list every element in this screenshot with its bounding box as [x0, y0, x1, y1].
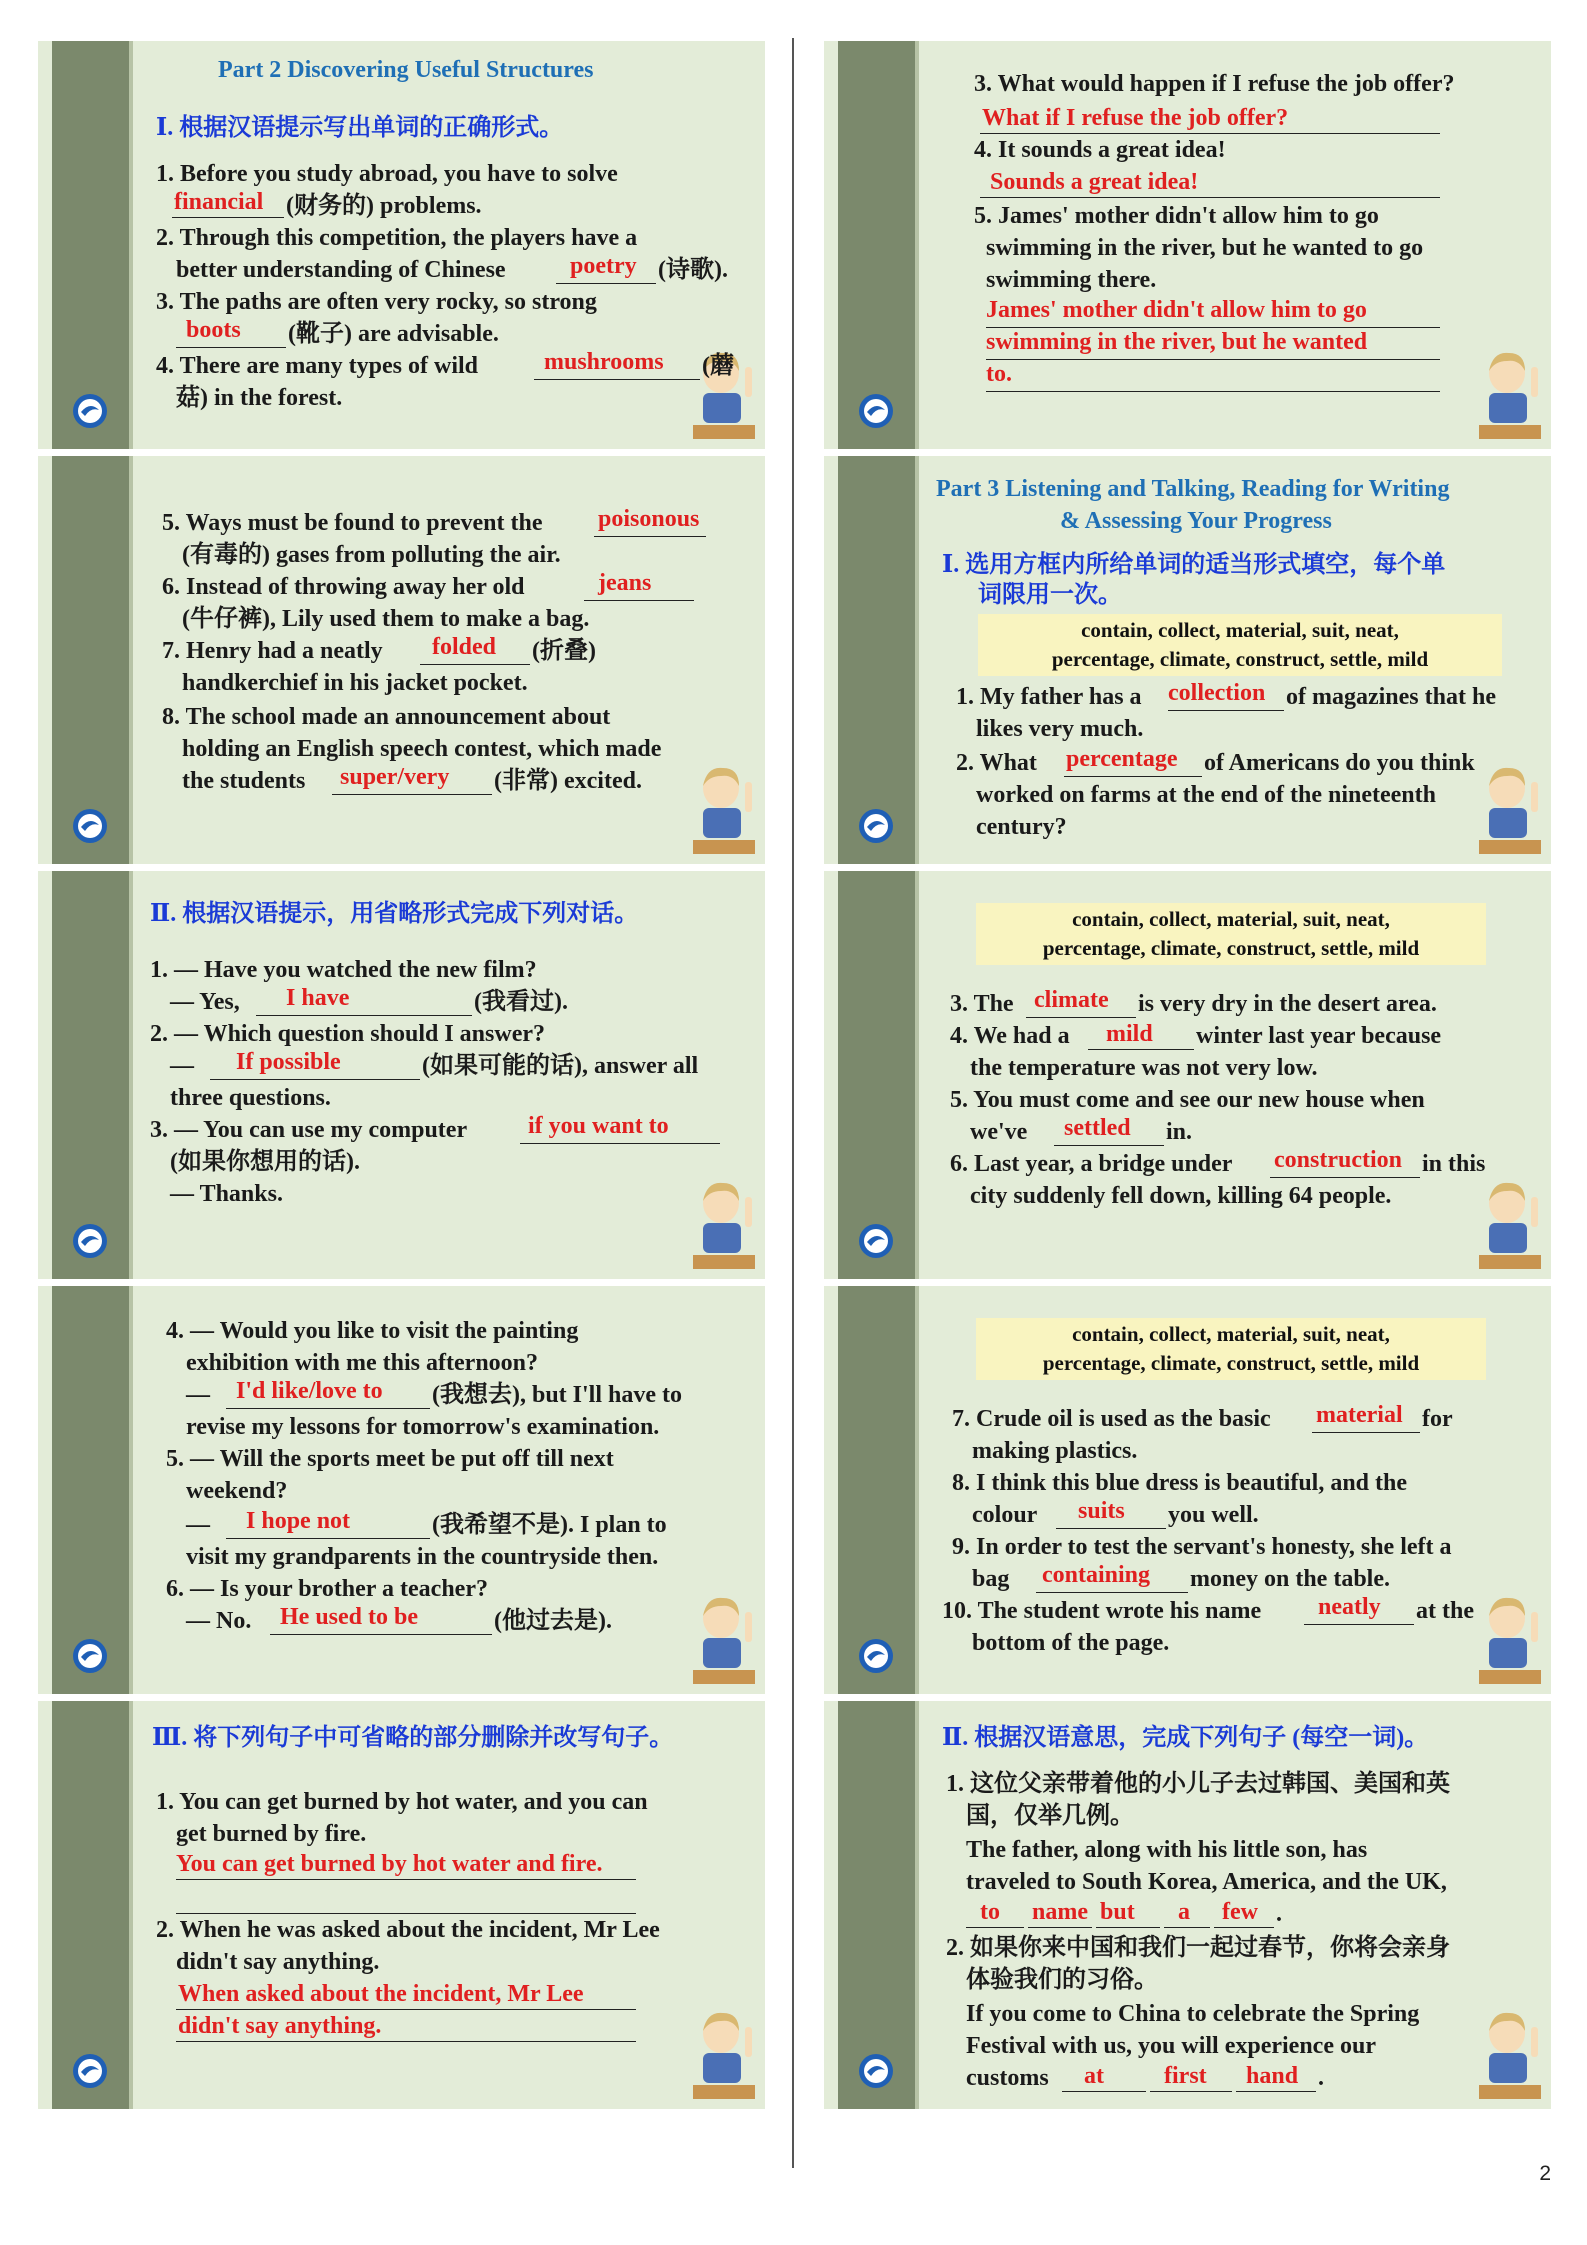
question-5-line-2: we've	[970, 1119, 1028, 1145]
word-bank-line-2: percentage, climate, construct, settle, mild	[1042, 936, 1420, 960]
answer-1: You can get burned by hot water and fire.	[176, 1851, 603, 1877]
answer-1-word-1: to	[980, 1899, 1000, 1925]
question-7-line-2: for	[1422, 1406, 1453, 1432]
question-7-line-3: handkerchief in his jacket pocket.	[182, 670, 528, 696]
answer-2-line-2: didn't say anything.	[178, 2013, 382, 2039]
slide-part3-vocab-1	[824, 456, 1551, 864]
question-8-line-2: colour	[972, 1502, 1038, 1528]
question-2-line-2: didn't say anything.	[176, 1949, 380, 1975]
question-1-line-3: likes very much.	[976, 716, 1144, 742]
section-heading: Ⅰ. 根据汉语提示写出单词的正确形式。	[156, 115, 564, 141]
question-6-line-2: — No.	[186, 1608, 252, 1634]
answer-1-word-3: but	[1100, 1899, 1135, 1925]
question-6-line-1: 6. Instead of throwing away her old	[162, 574, 525, 600]
question-3-line-1: 3. — You can use my computer	[150, 1117, 468, 1143]
answer-6: construction	[1274, 1147, 1402, 1173]
answer-7: folded	[432, 634, 497, 660]
question-7-line-3: making plastics.	[972, 1438, 1138, 1464]
question-7-line-2: (折叠)	[532, 638, 596, 664]
question-8-line-3: you well.	[1168, 1502, 1259, 1528]
question-2-line-1: 2. What	[956, 750, 1037, 776]
question-5-line-1: 5. You must come and see our new house when	[950, 1087, 1425, 1113]
question-1-line-1: 1. Before you study abroad, you have to solve	[156, 161, 618, 187]
answer-2-word-3: hand	[1246, 2063, 1299, 2089]
part-title: Part 2 Discovering Useful Structures	[218, 57, 594, 83]
question-1-chinese-line-2: 国，仅举几例。	[966, 1803, 1134, 1829]
slide-part2-dialogue-1	[38, 871, 765, 1279]
question-5-line-1: 5. James' mother didn't allow him to go	[974, 203, 1379, 229]
question-10-line-1: 10. The student wrote his name	[942, 1598, 1262, 1624]
answer-6: jeans	[598, 570, 652, 596]
school-logo-icon	[72, 808, 108, 844]
word-bank-line-1: contain, collect, material, suit, neat,	[1081, 618, 1399, 642]
section-heading: Ⅱ. 根据汉语提示，用省略形式完成下列对话。	[150, 901, 639, 927]
question-1-line-2: get burned by fire.	[176, 1821, 367, 1847]
word-bank-box	[976, 1318, 1486, 1380]
question-2-line-3: (如果可能的话), answer all	[422, 1053, 699, 1079]
answer-10: neatly	[1318, 1594, 1381, 1620]
question-8-line-3: the students	[182, 768, 306, 794]
question-2-line-4: three questions.	[170, 1085, 331, 1111]
question-2-line-4: century?	[976, 814, 1067, 840]
question-7-line-1: 7. Crude oil is used as the basic	[952, 1406, 1271, 1432]
section-heading: Ⅱ. 根据汉语意思，完成下列句子 (每空一词)。	[942, 1725, 1429, 1751]
slide-part2-vocab-2	[38, 456, 765, 864]
answer-4: mild	[1106, 1021, 1153, 1047]
question-2-line-1: 2. When he was asked about the incident, Mr Lee	[156, 1917, 660, 1943]
school-logo-icon	[858, 393, 894, 429]
question-4-line-3: the temperature was not very low.	[970, 1055, 1318, 1081]
answer-1: financial	[174, 189, 264, 215]
answer-4: I'd like/love to	[236, 1378, 383, 1404]
section-heading-line-1: Ⅰ. 选用方框内所给单词的适当形式填空，每个单	[942, 552, 1446, 578]
question-1-end: .	[1276, 1901, 1282, 1927]
answer-1-word-2: name	[1032, 1899, 1088, 1925]
answer-2-word-2: first	[1164, 2063, 1207, 2089]
answer-5-line-3: to.	[986, 361, 1012, 387]
question-2-english-line-1: If you come to China to celebrate the Spring	[966, 2001, 1420, 2027]
word-bank-box	[976, 903, 1486, 965]
question-1-line-1: 1. My father has a	[956, 684, 1142, 710]
question-2-line-1: 2. Through this competition, the players have a	[156, 225, 638, 251]
question-1-line-2: — Yes,	[170, 989, 240, 1015]
section-heading: Ⅲ. 将下列句子中可省略的部分删除并改写句子。	[152, 1725, 674, 1751]
answer-5: poisonous	[598, 506, 700, 532]
school-logo-icon	[72, 1223, 108, 1259]
answer-1: I have	[286, 985, 350, 1011]
slide-part3-vocab-3	[824, 1286, 1551, 1694]
question-5-line-2: swimming in the river, but he wanted to go	[986, 235, 1424, 261]
slide-part2-rewrite	[38, 1701, 765, 2109]
answer-9: containing	[1042, 1562, 1151, 1588]
question-8-line-4: (非常) excited.	[494, 768, 642, 794]
answer-2-word-1: at	[1084, 2063, 1104, 2089]
question-5-line-3: swimming there.	[986, 267, 1157, 293]
question-4-line-2: winter last year because	[1196, 1023, 1442, 1049]
question-1-line-1: 1. You can get burned by hot water, and you can	[156, 1789, 648, 1815]
answer-4: mushrooms	[544, 349, 664, 375]
question-1-line-2: of magazines that he	[1286, 684, 1496, 710]
question-4-line-2: (蘑	[702, 353, 734, 379]
column-divider	[792, 38, 794, 2168]
school-logo-icon	[858, 1638, 894, 1674]
question-10-line-2: at the	[1416, 1598, 1474, 1624]
question-1-chinese-line-1: 1. 这位父亲带着他的小儿子去过韩国、美国和英	[946, 1771, 1450, 1797]
question-1-line-1: 1. — Have you watched the new film?	[150, 957, 537, 983]
word-bank-box	[978, 614, 1502, 676]
part-title-line-1: Part 3 Listening and Talking, Reading for Writing	[936, 476, 1450, 502]
question-3-line-2: (如果你想用的话).	[170, 1149, 360, 1175]
question-6-line-1: 6. — Is your brother a teacher?	[166, 1576, 488, 1602]
question-4-line-1: 4. We had a	[950, 1023, 1070, 1049]
question-9-line-3: money on the table.	[1190, 1566, 1390, 1592]
answer-1-word-4: a	[1178, 1899, 1190, 1925]
question-3-line-3: — Thanks.	[170, 1181, 283, 1207]
question-3-line-2: is very dry in the desert area.	[1138, 991, 1437, 1017]
question-2-chinese-line-1: 2. 如果你来中国和我们一起过春节，你将会亲身	[946, 1935, 1450, 1961]
slide-part3-translation	[824, 1701, 1551, 2109]
answer-5: settled	[1064, 1115, 1131, 1141]
slide-part2-rewrite-continued	[824, 41, 1551, 449]
question-2-line-1: 2. — Which question should I answer?	[150, 1021, 545, 1047]
answer-3: climate	[1034, 987, 1109, 1013]
question-4-line-3: —	[186, 1382, 210, 1408]
question-2-chinese-line-2: 体验我们的习俗。	[966, 1967, 1158, 1993]
answer-3: if you want to	[528, 1113, 669, 1139]
answer-5-line-1: James' mother didn't allow him to go	[986, 297, 1367, 323]
question-3: 3. What would happen if I refuse the job offer?	[974, 71, 1455, 97]
question-2-line-2: better understanding of Chinese	[176, 257, 506, 283]
question-2-line-3: worked on farms at the end of the nineteenth	[976, 782, 1436, 808]
question-5-line-4: (我希望不是). I plan to	[432, 1512, 667, 1538]
question-4-line-1: 4. There are many types of wild	[156, 353, 478, 379]
question-8-line-2: holding an English speech contest, which made	[182, 736, 662, 762]
question-10-line-3: bottom of the page.	[972, 1630, 1170, 1656]
answer-7: material	[1316, 1402, 1403, 1428]
question-3-line-1: 3. The paths are often very rocky, so strong	[156, 289, 597, 315]
word-bank-line-2: percentage, climate, construct, settle, mild	[1051, 647, 1429, 671]
answer-2: poetry	[570, 253, 637, 279]
question-5-line-1: 5. — Will the sports meet be put off till next	[166, 1446, 614, 1472]
answer-3: boots	[186, 317, 241, 343]
question-5-line-5: visit my grandparents in the countryside then.	[186, 1544, 659, 1570]
question-2-end: .	[1318, 2065, 1324, 2091]
slide-part3-vocab-2	[824, 871, 1551, 1279]
question-9-line-1: 9. In order to test the servant's honesty, she left a	[952, 1534, 1452, 1560]
answer-3: What if I refuse the job offer?	[982, 105, 1289, 131]
answer-6: He used to be	[280, 1604, 418, 1630]
question-4-line-2: exhibition with me this afternoon?	[186, 1350, 539, 1376]
part-title-line-2: & Assessing Your Progress	[1060, 508, 1332, 534]
slide-sidebar	[52, 41, 129, 449]
question-8-line-1: 8. I think this blue dress is beautiful, and the	[952, 1470, 1408, 1496]
slide-part2-dialogue-2	[38, 1286, 765, 1694]
question-3-line-1: 3. The	[950, 991, 1014, 1017]
question-5-line-1: 5. Ways must be found to prevent the	[162, 510, 543, 536]
school-logo-icon	[858, 2053, 894, 2089]
school-logo-icon	[858, 1223, 894, 1259]
question-5-line-2: weekend?	[186, 1478, 288, 1504]
question-4-line-1: 4. — Would you like to visit the painting	[166, 1318, 579, 1344]
answer-2: If possible	[236, 1049, 341, 1075]
question-5-line-2: (有毒的) gases from polluting the air.	[182, 542, 561, 568]
question-2-line-3: (诗歌).	[658, 257, 728, 283]
question-1-line-3: (我看过).	[474, 989, 568, 1015]
question-9-line-2: bag	[972, 1566, 1010, 1592]
answer-1: collection	[1168, 680, 1266, 706]
word-bank-line-1: contain, collect, material, suit, neat,	[1072, 907, 1390, 931]
question-4-line-5: revise my lessons for tomorrow's examination.	[186, 1414, 660, 1440]
question-6-line-3: city suddenly fell down, killing 64 people.	[970, 1183, 1392, 1209]
question-1-english-line-1: The father, along with his little son, has	[966, 1837, 1368, 1863]
question-2-english-line-2: Festival with us, you will experience our	[966, 2033, 1376, 2059]
answer-8: super/very	[340, 764, 450, 790]
question-5-line-3: in.	[1166, 1119, 1193, 1145]
question-4-line-3: 菇) in the forest.	[176, 385, 343, 411]
page-number: 2	[1539, 2162, 1551, 2185]
school-logo-icon	[72, 1638, 108, 1674]
slide-part2-vocab-1	[38, 41, 765, 449]
question-6-line-2: (牛仔裤), Lily used them to make a bag.	[182, 606, 590, 632]
question-8-line-1: 8. The school made an announcement about	[162, 704, 611, 730]
question-7-line-1: 7. Henry had a neatly	[162, 638, 383, 664]
answer-5: I hope not	[246, 1508, 351, 1534]
answer-1-word-5: few	[1222, 1899, 1258, 1925]
question-5-line-3: —	[186, 1512, 210, 1538]
question-3-line-2: (靴子) are advisable.	[288, 321, 499, 347]
question-6-line-1: 6. Last year, a bridge under	[950, 1151, 1233, 1177]
school-logo-icon	[72, 393, 108, 429]
question-2-line-2: of Americans do you think	[1204, 750, 1475, 776]
question-1-english-line-2: traveled to South Korea, America, and the UK,	[966, 1869, 1447, 1895]
section-heading-line-2: 词限用一次。	[978, 582, 1122, 608]
question-2-line-2: —	[170, 1053, 194, 1079]
answer-4: Sounds a great idea!	[990, 169, 1199, 195]
answer-2: percentage	[1066, 746, 1178, 772]
question-6-line-2: in this	[1422, 1151, 1486, 1177]
question-1-line-2: (财务的) problems.	[286, 193, 482, 219]
question-2-english-line-3: customs	[966, 2065, 1049, 2091]
question-6-line-3: (他过去是).	[494, 1608, 612, 1634]
school-logo-icon	[72, 2053, 108, 2089]
word-bank-line-2: percentage, climate, construct, settle, mild	[1042, 1351, 1420, 1375]
word-bank-line-1: contain, collect, material, suit, neat,	[1072, 1322, 1390, 1346]
school-logo-icon	[858, 808, 894, 844]
answer-2-line-1: When asked about the incident, Mr Lee	[178, 1981, 584, 2007]
answer-8: suits	[1078, 1498, 1125, 1524]
answer-5-line-2: swimming in the river, but he wanted	[986, 329, 1368, 355]
question-4: 4. It sounds a great idea!	[974, 137, 1226, 163]
question-4-line-4: (我想去), but I'll have to	[432, 1382, 683, 1408]
